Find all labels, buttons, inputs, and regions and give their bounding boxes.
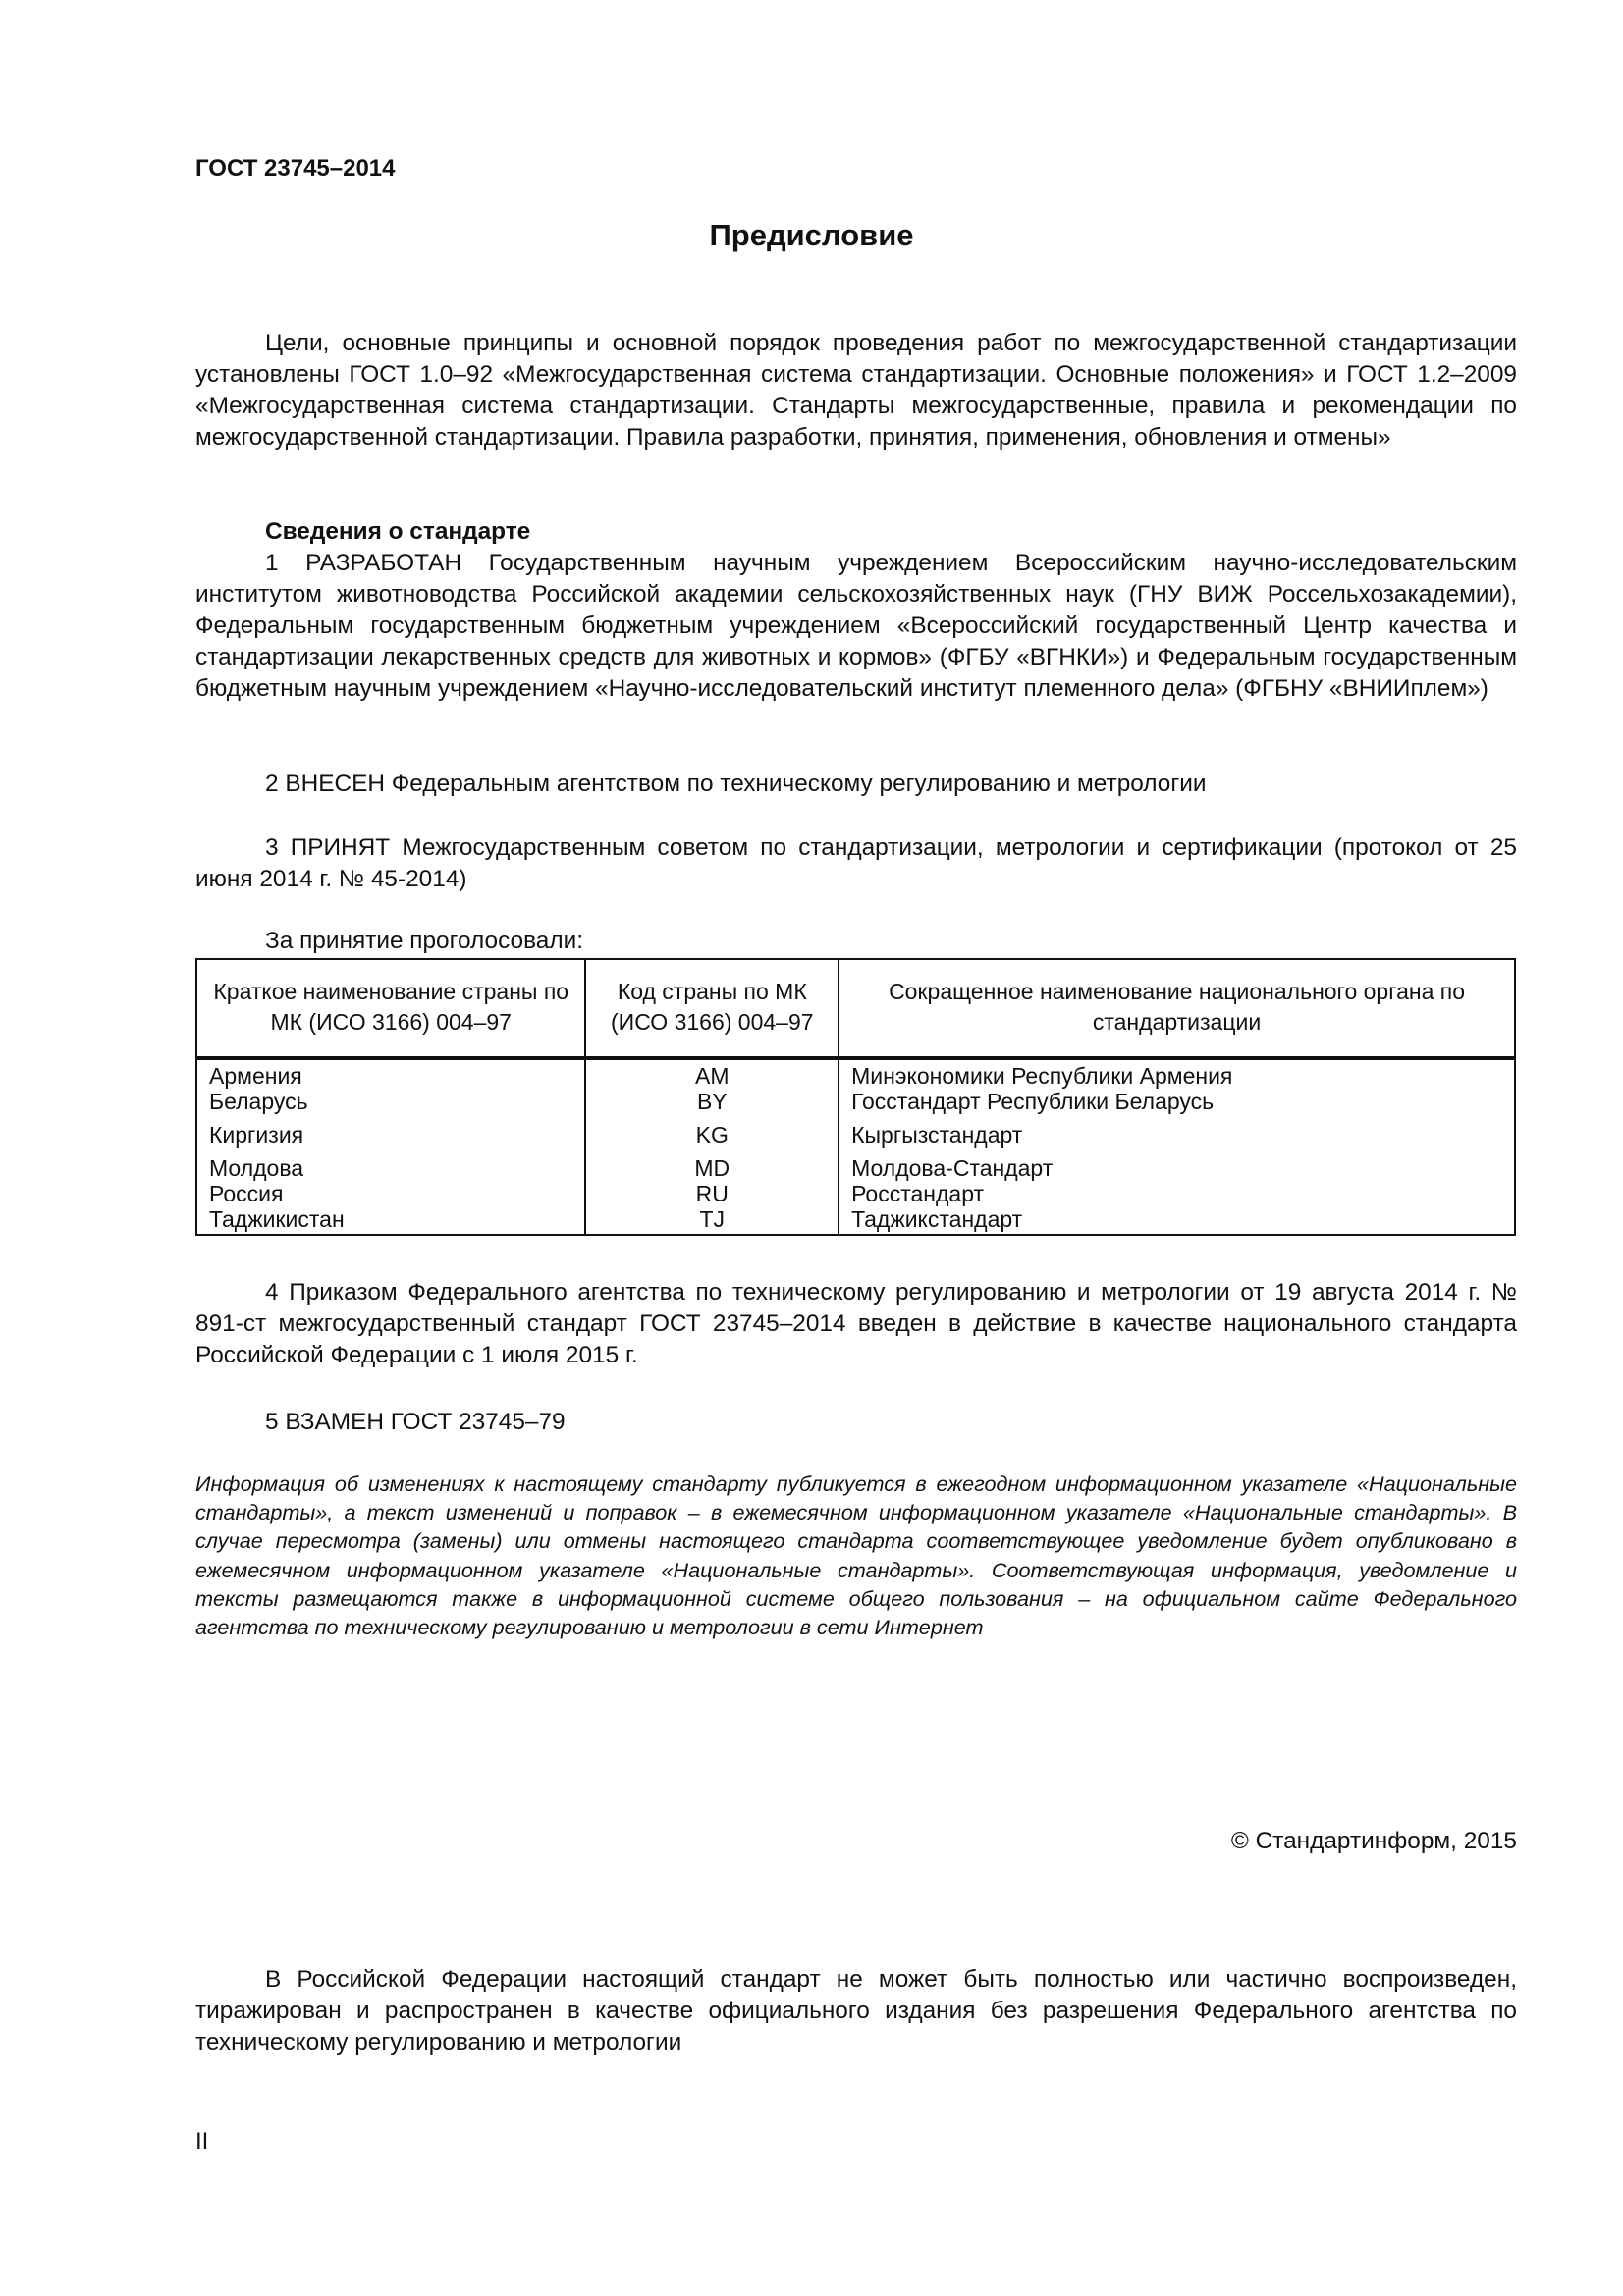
national-body: Госстандарт Республики Беларусь (839, 1089, 1515, 1114)
country-code: AM (585, 1058, 839, 1089)
country-name: Киргизия (196, 1114, 585, 1148)
header-national-body: Сокращенное наименование национального органа по стандартизации (839, 959, 1515, 1058)
national-body: Кыргызстандарт (839, 1114, 1515, 1148)
country-name: Таджикистан (196, 1206, 585, 1235)
table-row (196, 1058, 1515, 1089)
country-code: RU (585, 1181, 839, 1206)
item-3-adopted: 3 ПРИНЯТ Межгосударственным советом по стандартизации, метрологии и сертификации (протокол от 25 июня 2014 г. № 45-2014) (195, 834, 1517, 892)
country-name: Армения (196, 1058, 585, 1089)
table-row (196, 1206, 1515, 1235)
table-row (196, 1148, 1515, 1181)
header-country-name: Краткое наименование страны по МК (ИСО 3166) 004–97 (196, 959, 585, 1058)
item-2-submitted: 2 ВНЕСЕН Федеральным агентством по техническому регулированию и метрологии (265, 771, 1207, 797)
country-code: MD (585, 1148, 839, 1181)
national-body: Росстандарт (839, 1181, 1515, 1206)
table-row (196, 1114, 1515, 1148)
voted-label: За принятие проголосовали: (265, 928, 583, 954)
national-body: Молдова-Стандарт (839, 1148, 1515, 1181)
table-row (196, 1089, 1515, 1114)
country-name: Беларусь (196, 1089, 585, 1114)
document-id-header: ГОСТ 23745–2014 (195, 155, 396, 182)
page-number: II (195, 2128, 209, 2155)
country-name: Молдова (196, 1148, 585, 1181)
item-4-order: 4 Приказом Федерального агентства по техническому регулированию и метрологии от 19 августа 2014 г. № 891-ст межгосударственный стандарт ГОСТ 23745–2014 введен в действие в качестве национального стандарта Российской Федерации с 1 июля 2015 г. (195, 1279, 1517, 1368)
country-code: BY (585, 1089, 839, 1114)
table-row (196, 1181, 1515, 1206)
standard-info-heading: Сведения о стандарте (265, 518, 531, 545)
table-header-row (196, 959, 1515, 1058)
national-body: Таджикстандарт (839, 1206, 1515, 1235)
amendments-notice: Информация об изменениях к настоящему стандарту публикуется в ежегодном информационном указателе «Национальные стандарты», а текст изменений и поправок – в ежемесячном информационном указателе «Национальные стандарты». В случае пересмотра (замены) или отмены настоящего стандарта соответствующее уведомление будет опубликовано в ежемесячном информационном указателе «Национальные стандарты». Соответствующая информация, уведомление и тексты размещаются также в информационной системе общего пользования – на официальном сайте Федерального агентства по техническому регулированию и метрологии в сети Интернет (195, 1471, 1517, 1640)
item-1-developed: 1 РАЗРАБОТАН Государственным научным учреждением Всероссийским научно-исследовательским институтом животноводства Российской академии сельскохозяйственных наук (ГНУ ВИЖ Россельхозакадемии), Федеральным государственным бюджетным учреждением «Всероссийский государственный Центр качества и стандартизации лекарственных средств для животных и кормов» (ФГБУ «ВГНКИ») и Федеральным государственным бюджетным научным учреждением «Научно-исследовательский институт племенного дела» (ФГБНУ «ВНИИплем») (195, 550, 1517, 702)
country-code: TJ (585, 1206, 839, 1235)
item-5-replaces: 5 ВЗАМЕН ГОСТ 23745–79 (265, 1409, 566, 1435)
voting-table (195, 958, 1516, 1236)
header-country-code: Код страны по МК (ИСО 3166) 004–97 (585, 959, 839, 1058)
reproduction-restriction: В Российской Федерации настоящий стандарт не может быть полностью или частично воспроизведен, тиражирован и распространен в качестве официального издания без разрешения Федерального агентства по техническому регулированию и метрологии (195, 1966, 1517, 2056)
intro-paragraph: Цели, основные принципы и основной порядок проведения работ по межгосударственной стандартизации установлены ГОСТ 1.0–92 «Межгосударственная система стандартизации. Основные положения» и ГОСТ 1.2–2009 «Межгосударственная система стандартизации. Стандарты межгосударственные, правила и рекомендации по межгосударственной стандартизации. Правила разработки, принятия, применения, обновления и отмены» (195, 330, 1517, 451)
country-code: KG (585, 1114, 839, 1148)
country-name: Россия (196, 1181, 585, 1206)
page-title: Предисловие (709, 218, 914, 252)
copyright: © Стандартинформ, 2015 (1230, 1828, 1517, 1854)
national-body: Минэкономики Республики Армения (839, 1058, 1515, 1089)
